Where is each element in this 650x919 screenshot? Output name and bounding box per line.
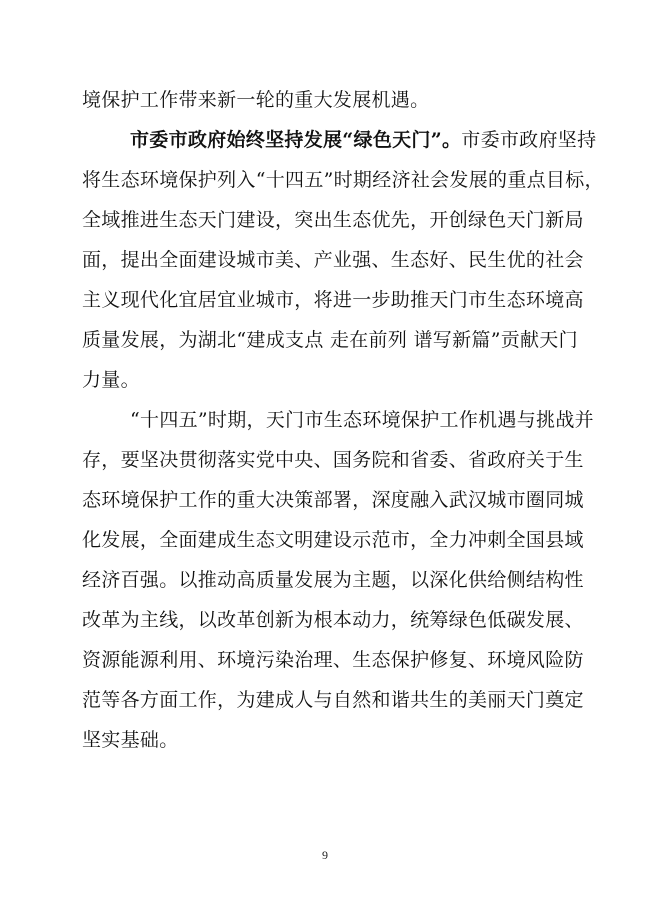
paragraph-line: 全域推进生态天门建设，突出生态优先，开创绿色天门新局	[82, 209, 584, 231]
paragraph-line: 境保护工作带来新一轮的重大发展机遇。	[82, 89, 430, 111]
paragraph-line: 坚实基础。	[82, 729, 179, 751]
paragraph-line: 存，要坚决贯彻落实党中央、国务院和省委、省政府关于生	[82, 449, 584, 471]
paragraph-line: 主义现代化宜居宜业城市，将进一步助推天门市生态环境高	[82, 289, 584, 311]
paragraph-3	[82, 400, 594, 760]
page-number: 9	[322, 848, 328, 862]
paragraph-line: 态环境保护工作的重大决策部署，深度融入武汉城市圈同城	[82, 489, 584, 511]
paragraph-line: 将生态环境保护列入“十四五”时期经济社会发展的重点目标，	[82, 169, 604, 191]
paragraph-line: “十四五”时期，天门市生态环境保护工作机遇与挑战并	[130, 409, 594, 431]
paragraph-line	[82, 120, 597, 160]
paragraph-line: 资源能源利用、环境污染治理、生态保护修复、环境风险防	[82, 649, 584, 671]
paragraph-line: 改革为主线，以改革创新为根本动力，统筹绿色低碳发展、	[82, 609, 584, 631]
paragraph-1	[82, 80, 582, 120]
paragraph-line: 范等各方面工作，为建成人与自然和谐共生的美丽天门奠定	[82, 689, 584, 711]
paragraph-line: 化发展，全面建成生态文明建设示范市，全力冲刺全国县域	[82, 529, 584, 551]
paragraph-lead-rest: 市委市政府坚持	[461, 129, 597, 151]
paragraph-line: 经济百强。以推动高质量发展为主题，以深化供给侧结构性	[82, 569, 584, 591]
document-body	[82, 80, 604, 760]
paragraph-line: 力量。	[82, 369, 140, 391]
paragraph-line: 面，提出全面建设城市美、产业强、生态好、民生优的社会	[82, 249, 584, 271]
paragraph-line: 质量发展，为湖北“建成支点 走在前列 谱写新篇”贡献天门	[82, 329, 578, 351]
paragraph-lead-heading: 市委市政府始终坚持发展“绿色天门”。	[130, 129, 462, 151]
paragraph-2	[82, 120, 604, 400]
